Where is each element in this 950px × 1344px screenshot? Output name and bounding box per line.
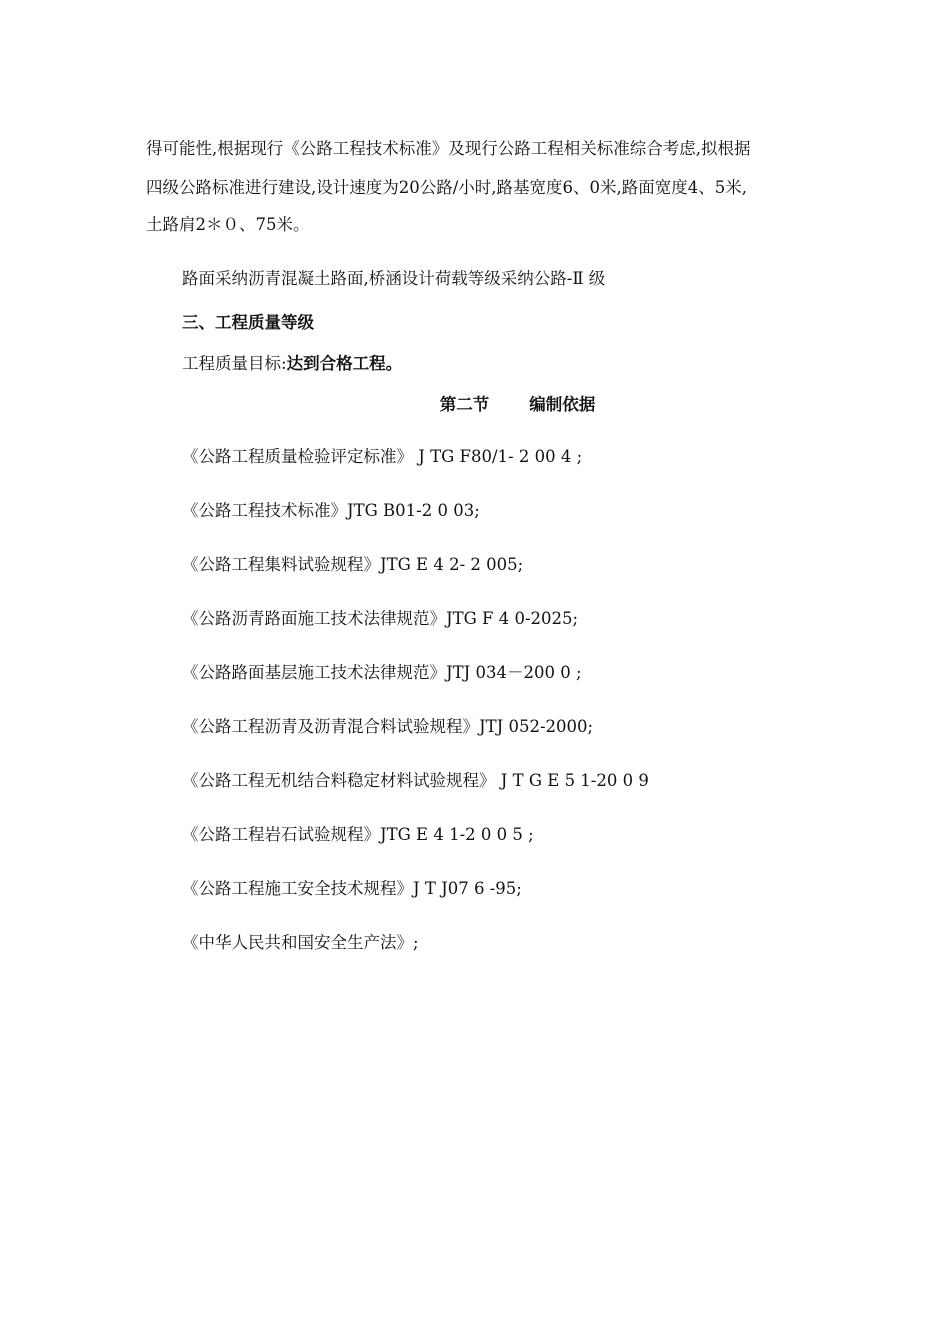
basis-item: 《中华人民共和国安全生产法》; (182, 933, 419, 952)
section-number: 第二节 (439, 395, 490, 414)
basis-item: 《公路工程岩石试验规程》JTG E 4 1-2 0 0 5 ; (182, 825, 534, 844)
intro-line-1: 得可能性,根据现行《公路工程技术标准》及现行公路工程相关标准综合考虑,拟根据 (146, 139, 751, 158)
basis-item: 《公路工程质量检验评定标准》 J TG F80/1- 2 00 4 ; (182, 447, 583, 466)
basis-item: 《公路工程施工安全技术规程》J T J07 6 -95; (182, 879, 522, 898)
quality-goal-label: 工程质量目标: (182, 354, 287, 373)
quality-goal-value: 达到合格工程。 (286, 354, 403, 373)
basis-item: 《公路工程无机结合料稳定材料试验规程》 J T G E 5 1-20 0 9 (182, 771, 649, 790)
pavement-paragraph: 路面采纳沥青混凝土路面,桥涵设计荷载等级采纳公路-Ⅱ 级 (182, 269, 606, 288)
section-heading-basis (0, 393, 950, 417)
section-heading-quality: 三、工程质量等级 (182, 313, 314, 332)
intro-line-2: 四级公路标准进行建设,设计速度为20公路/小时,路基宽度6、0米,路面宽度4、5米, (146, 178, 748, 197)
intro-line-3: 土路肩2＊０、75米。 (146, 215, 310, 234)
basis-item: 《公路沥青路面施工技术法律规范》JTG F 4 0-2025; (182, 609, 579, 628)
basis-item: 《公路工程集料试验规程》JTG E 4 2- 2 005; (182, 555, 524, 574)
section-title: 编制依据 (529, 395, 596, 414)
basis-item: 《公路工程沥青及沥青混合料试验规程》JTJ 052-2000; (182, 717, 594, 736)
quality-goal (182, 352, 402, 376)
basis-item: 《公路路面基层施工技术法律规范》JTJ 034－200 0 ; (182, 663, 582, 682)
basis-item: 《公路工程技术标准》JTG B01-2 0 03; (182, 501, 480, 520)
